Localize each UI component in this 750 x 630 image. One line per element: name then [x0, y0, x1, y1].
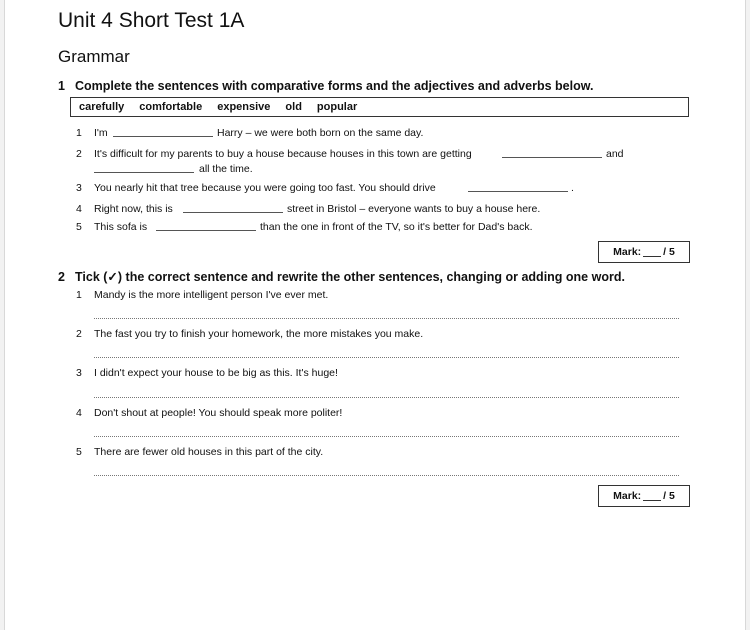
answer-blank[interactable] — [502, 148, 602, 158]
answer-blank[interactable] — [94, 163, 194, 173]
answer-line[interactable] — [94, 318, 679, 319]
q2-item-3: 3 I didn't expect your house to be big as this. It's huge! — [76, 367, 338, 379]
q2-mark-box: Mark: / 5 — [598, 485, 690, 507]
word-item: expensive — [217, 101, 271, 113]
answer-blank[interactable] — [113, 127, 213, 137]
answer-line[interactable] — [94, 436, 679, 437]
q2-instruction: Tick (✓) the correct sentence and rewrite the other sentences, changing or adding one word. — [75, 270, 625, 284]
q2-heading — [58, 269, 625, 284]
answer-line[interactable] — [94, 475, 679, 476]
worksheet-page: Unit 4 Short Test 1A Grammar 1 Complete the sentences with comparative forms and the adjectives and adverbs below. carefully comfortable expensive old popular 1 I'm Harry – we were both born on the same day. 2 It's difficult for my parents to buy a house because houses in this town are getting and all the time. 3 You nearly hit that tree because you were going too fast. You should drive . 4 Right now, this is street in Bristol – everyone wants to buy a house here. 5 This sofa is than the one in front of the TV, so it's better for Dad's back. Mark: / 5 2 Tick (✓) the correct sentence and rewrite the other sentences, changing or adding one word. 1 Mandy is the more intelligent person I've ever met. 2 The fast you try to finish your homework, the more mistakes you make. 3 I didn't expect your house to be big as this. It's huge! 4 Don't shout at people! You should speak more politer! 5 There are fewer old houses in this part of the city. Mark: / 5 — [4, 0, 746, 630]
mark-blank[interactable] — [643, 491, 661, 501]
word-box — [70, 97, 689, 117]
q1-mark-box: Mark: / 5 — [598, 241, 690, 263]
q1-instruction: Complete the sentences with comparative forms and the adjectives and adverbs below. — [75, 79, 594, 93]
q1-heading — [58, 79, 593, 93]
section-title: Grammar — [58, 47, 130, 66]
q2-item-1: 1 Mandy is the more intelligent person I've ever met. — [76, 289, 329, 301]
word-item: comfortable — [139, 101, 203, 113]
answer-blank[interactable] — [468, 182, 568, 192]
page-title: Unit 4 Short Test 1A — [58, 9, 245, 32]
answer-blank[interactable] — [156, 221, 256, 231]
answer-line[interactable] — [94, 357, 679, 358]
answer-line[interactable] — [94, 397, 679, 398]
answer-blank[interactable] — [183, 203, 283, 213]
q2-number: 2 — [58, 270, 65, 284]
q1-number: 1 — [58, 79, 65, 93]
mark-blank[interactable] — [643, 247, 661, 257]
word-item: popular — [316, 101, 358, 113]
word-item: carefully — [79, 101, 125, 113]
q2-item-4: 4 Don't shout at people! You should speak more politer! — [76, 407, 343, 419]
q2-item-5: 5 There are fewer old houses in this part of the city. — [76, 446, 324, 458]
word-item: old — [285, 101, 302, 113]
q2-item-2: 2 The fast you try to finish your homework, the more mistakes you make. — [76, 328, 424, 340]
